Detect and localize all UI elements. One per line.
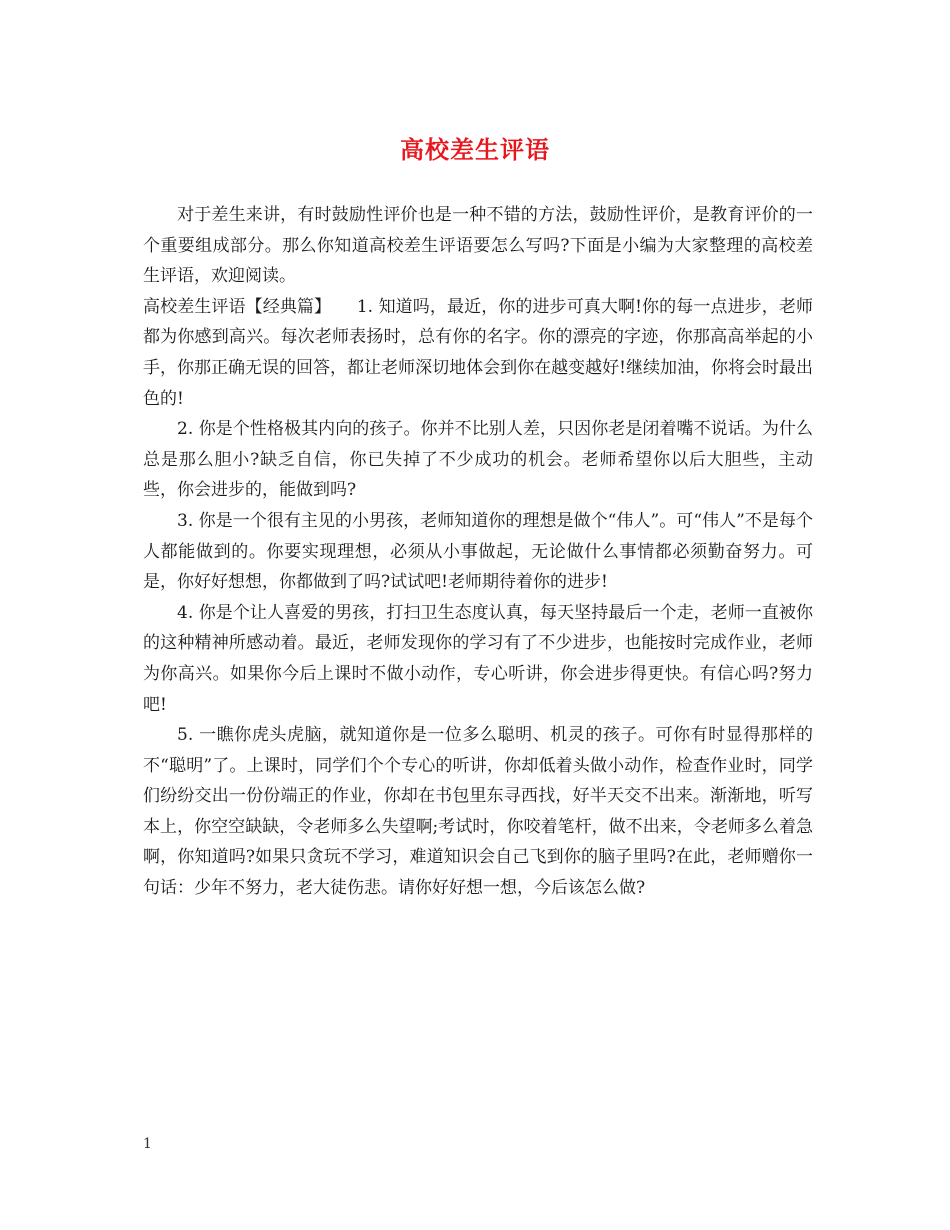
page-number: 1 — [143, 1136, 152, 1152]
comment-paragraph-2: 2. 你是个性格极其内向的孩子。你并不比别人差，只因你老是闭着嘴不说话。为什么总是那么胆小?缺乏自信，你已失掉了不少成功的机会。老师希望你以后大胆些，主动些，你会进步的，能做到吗? — [143, 419, 813, 501]
comment-paragraph-5: 5. 一瞧你虎头虎脑，就知道你是一位多么聪明、机灵的孩子。可你有时显得那样的不“聪明”了。上课时，同学们个个专心的听讲，你却低着头做小动作，检查作业时，同学们纷纷交出一份份端正的作业，你却在书包里东寻西找，好半天交不出来。渐渐地，听写本上，你空空缺缺，令老师多么失望啊;考试时，你咬着笔杆，做不出来，令老师多么着急啊，你知道吗?如果只贪玩不学习，难道知识会自己飞到你的脑子里吗?在此，老师赠你一句话：少年不努力，老大徒伤悲。请你好好想一想，今后该怎么做? — [143, 725, 813, 899]
document-body — [143, 200, 813, 904]
document-title: 高校差生评语 — [400, 135, 550, 164]
comment-paragraph-4: 4. 你是个让人喜爱的男孩，打扫卫生态度认真，每天坚持最后一个走，老师一直被你的这种精神所感动着。最近，老师发现你的学习有了不少进步，也能按时完成作业，老师为你高兴。如果你今后上课时不做小动作，专心听讲，你会进步得更快。有信心吗?努力吧! — [143, 602, 813, 715]
comment-paragraph-3: 3. 你是一个很有主见的小男孩，老师知道你的理想是做个“伟人”。可“伟人”不是每个人都能做到的。你要实现理想，必须从小事做起，无论做什么事情都必须勤奋努力。可是，你好好想想，你都做到了吗?试试吧!老师期待着你的进步! — [143, 510, 813, 593]
section-heading-paragraph: 高校差生评语【经典篇】 1. 知道吗，最近，你的进步可真大啊!你的每一点进步，老师都为你感到高兴。每次老师表扬时，总有你的名字。你的漂亮的字迹，你那高高举起的小手，你那正确无误的回答，都让老师深切地体会到你在越变越好!继续加油，你将会时最出色的! — [143, 296, 813, 409]
intro-paragraph: 对于差生来讲，有时鼓励性评价也是一种不错的方法，鼓励性评价，是教育评价的一个重要组成部分。那么你知道高校差生评语要怎么写吗?下面是小编为大家整理的高校差生评语，欢迎阅读。 — [143, 205, 813, 287]
